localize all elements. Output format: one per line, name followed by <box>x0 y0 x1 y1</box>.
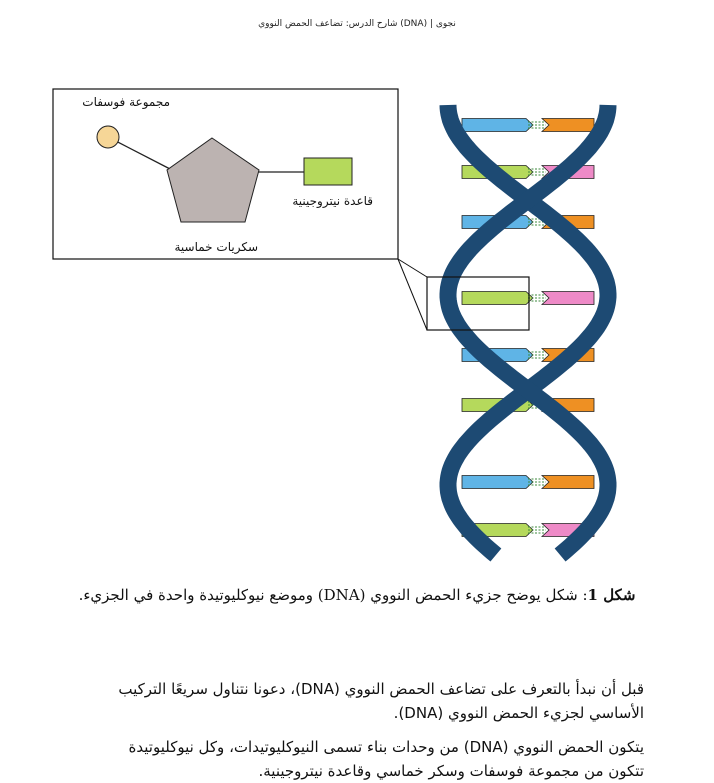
body-paragraph-1: قبل أن نبدأ بالتعرف على تضاعف الحمض النووي (DNA)، دعونا نتناول سريعًا التركيب الأساسي لجزيء الحمض النووي (DNA). <box>118 680 644 722</box>
nitrogenous-base-label: قاعدة نيتروجينية <box>292 194 373 208</box>
caption-label: شكل 1 <box>587 586 636 604</box>
right-base <box>542 119 594 132</box>
caption-text: : شكل يوضح جزيء الحمض النووي (DNA) وموضع نيوكليوتيدة واحدة في الجزيء. <box>78 586 588 604</box>
left-base <box>462 119 533 132</box>
base-pair-rung <box>462 476 594 489</box>
base-pair-rung <box>462 292 594 305</box>
nitrogenous-base-icon <box>304 158 352 185</box>
phosphate-label: مجموعة فوسفات <box>82 95 170 109</box>
left-base <box>462 476 533 489</box>
callout-connector-top <box>398 259 427 277</box>
base-pair-rung <box>462 119 594 132</box>
callout-connector-bottom <box>398 259 427 330</box>
figure-caption <box>70 583 644 608</box>
body-paragraph-2: يتكون الحمض النووي (DNA) من وحدات بناء تسمى النيوكليوتيدات، وكل نيوكليوتيدة تتكون من مجموعة فوسفات وسكر خماسي وقاعدة نيتروجينية. <box>128 738 644 780</box>
left-base <box>462 292 533 305</box>
right-base <box>542 292 594 305</box>
page-header: نجوى | (DNA) شارح الدرس: تضاعف الحمض النووي <box>258 19 456 29</box>
phosphate-group-icon <box>97 126 119 148</box>
right-base <box>542 476 594 489</box>
pentose-sugar-label: سكريات خماسية <box>174 240 258 254</box>
